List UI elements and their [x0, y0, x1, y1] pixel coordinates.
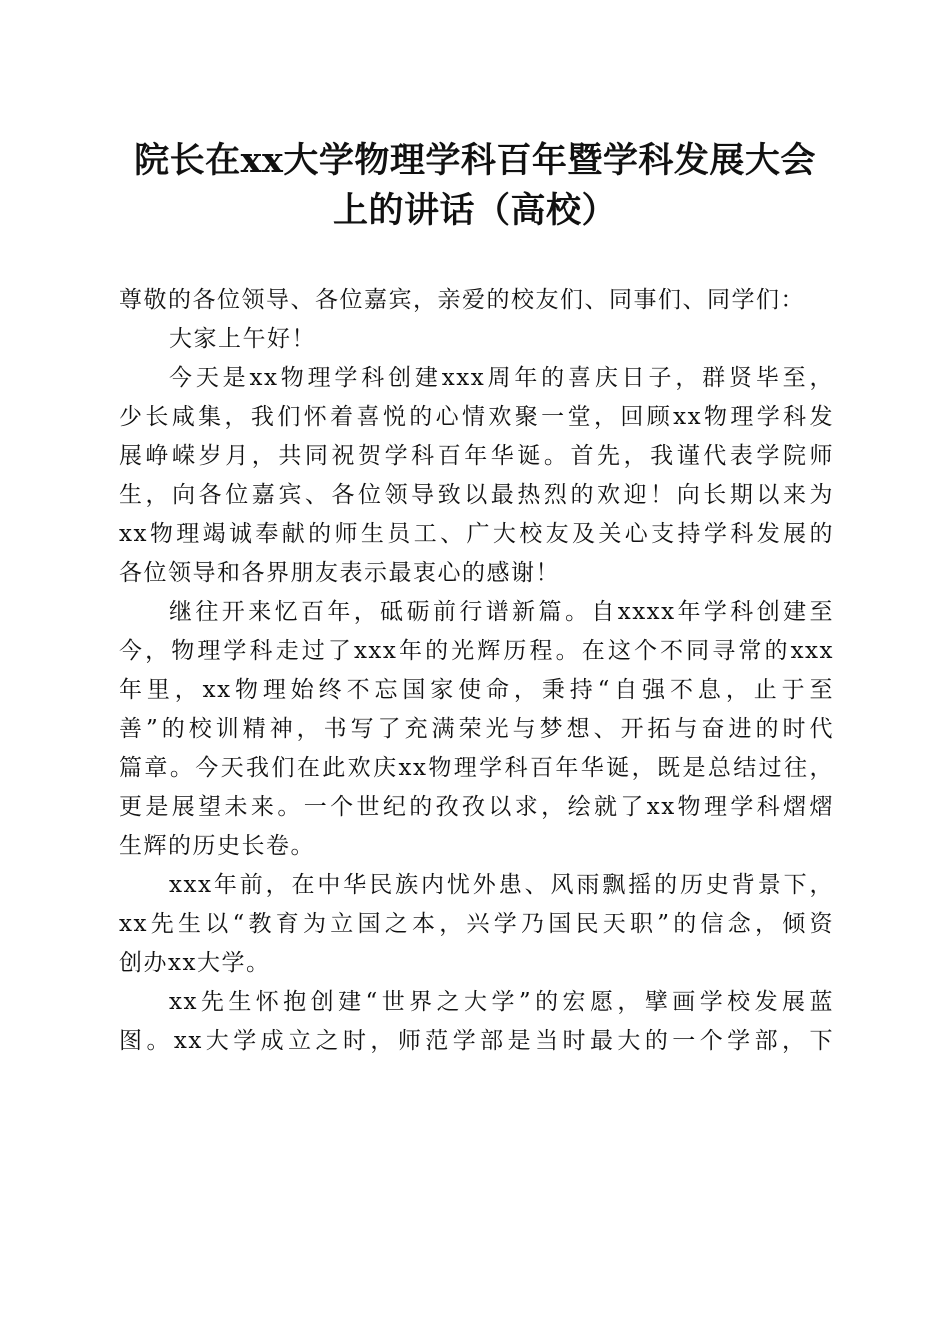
- paragraph-line: xx先生以“教育为立国之本，兴学乃国民天职”的信念，倾资: [119, 911, 834, 937]
- paragraph-line: 创办xx大学。: [119, 950, 271, 976]
- paragraph-line: 生辉的历史长卷。: [119, 833, 315, 859]
- paragraph-line: xx先生怀抱创建“世界之大学”的宏愿，擘画学校发展蓝: [169, 989, 834, 1015]
- paragraph-line: 继往开来忆百年，砥砺前行谱新篇。自xxxx年学科创建至: [169, 599, 834, 625]
- paragraph-line: 图。xx大学成立之时，师范学部是当时最大的一个学部，下: [119, 1028, 834, 1054]
- paragraph-line: 善”的校训精神，书写了充满荣光与梦想、开拓与奋进的时代: [119, 716, 834, 742]
- paragraph-line: 更是展望未来。一个世纪的孜孜以求，绘就了xx物理学科熠熠: [119, 794, 834, 820]
- paragraph-line: 生，向各位嘉宾、各位领导致以最热烈的欢迎！向长期以来为: [119, 482, 834, 508]
- paragraph-line: 今天是xx物理学科创建xxx周年的喜庆日子，群贤毕至，: [169, 365, 834, 391]
- paragraph-line: 今，物理学科走过了xxx年的光辉历程。在这个不同寻常的xxx: [119, 638, 834, 664]
- title-line-2: 上的讲话（高校）: [332, 190, 617, 231]
- speech-body: [119, 281, 834, 1061]
- paragraph-line: 年里，xx物理始终不忘国家使命，秉持“自强不息，止于至: [119, 677, 834, 703]
- salutation-line: 尊敬的各位领导、各位嘉宾，亲爱的校友们、同事们、同学们：: [119, 287, 805, 313]
- paragraph-line: xx物理竭诚奉献的师生员工、广大校友及关心支持学科发展的: [119, 521, 834, 547]
- title-line-1: 院长在xx大学物理学科百年暨学科发展大会: [134, 140, 816, 181]
- paragraph-line: xxx年前，在中华民族内忧外患、风雨飘摇的历史背景下，: [169, 872, 834, 898]
- paragraph-line: 展峥嵘岁月，共同祝贺学科百年华诞。首先，我谨代表学院师: [119, 443, 834, 469]
- paragraph-line: 少长咸集，我们怀着喜悦的心情欢聚一堂，回顾xx物理学科发: [119, 404, 834, 430]
- document-title: [110, 136, 840, 236]
- greeting-line: 大家上午好！: [169, 326, 316, 352]
- paragraph-line: 各位领导和各界朋友表示最衷心的感谢！: [119, 560, 560, 586]
- paragraph-line: 篇章。今天我们在此欢庆xx物理学科百年华诞，既是总结过往，: [119, 755, 834, 781]
